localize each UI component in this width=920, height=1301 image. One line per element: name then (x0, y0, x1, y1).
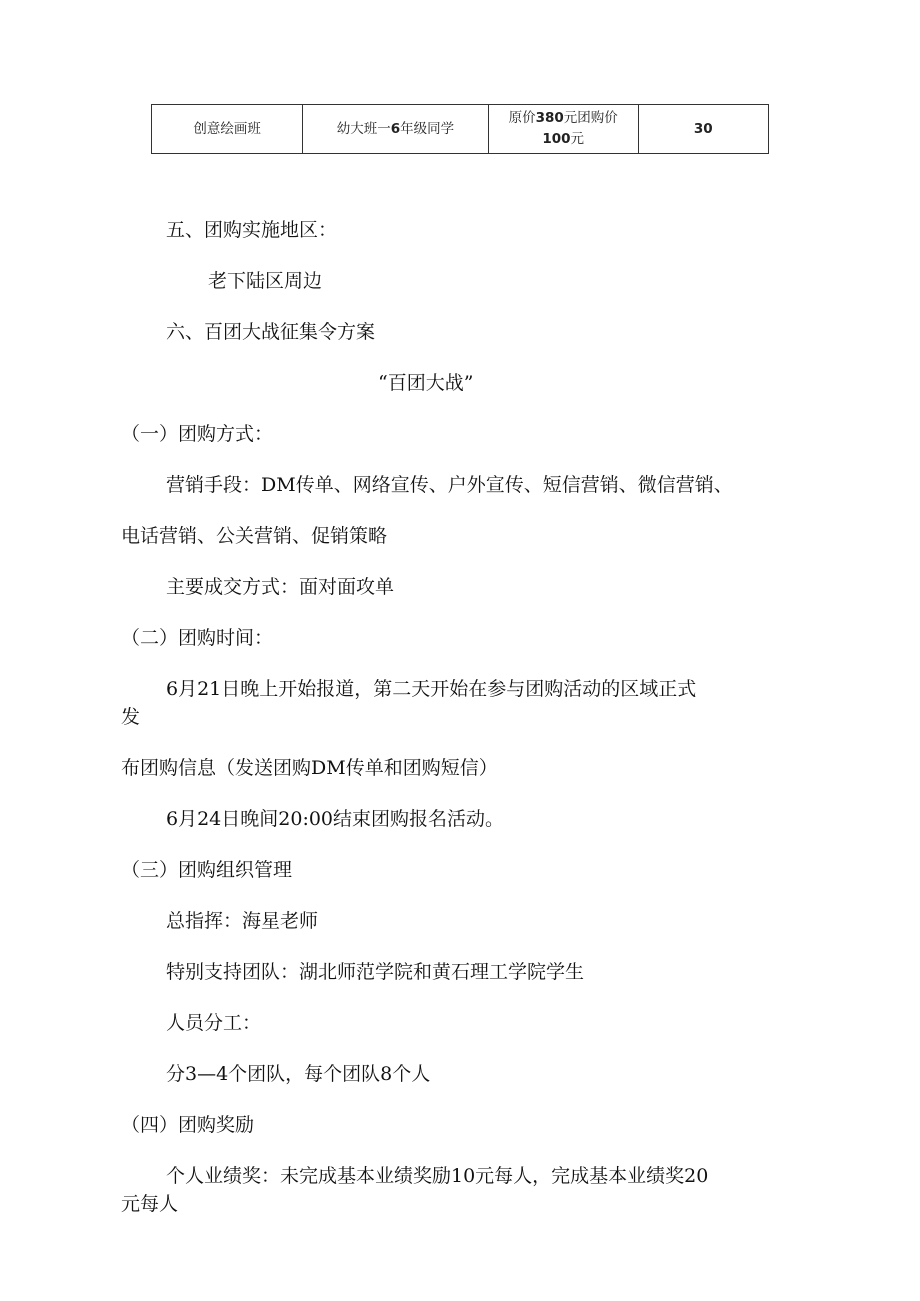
count-cell: 30 (638, 105, 768, 154)
subheading-organization: （三）团购组织管理 (121, 859, 293, 881)
subheading-rewards: （四）团购奖励 (121, 1114, 255, 1136)
marketing-means-text: 营销手段：DM传单、网络宣传、户外宣传、短信营销、微信营销、 (166, 474, 733, 496)
deal-method-text: 主要成交方式：面对面攻单 (166, 576, 395, 598)
subheading-method: （一）团购方式： (121, 423, 274, 445)
subheading-time: （二）团购时间： (121, 627, 274, 649)
time-text-2: 6月24日晚间20:00结束团购报名活动。 (166, 808, 505, 830)
reward-text: 个人业绩奖：未完成基本业绩奖励10元每人，完成基本业绩奖20 (166, 1165, 709, 1187)
commander-text: 总指挥：海星老师 (166, 910, 319, 932)
area-text: 老下陆区周边 (208, 270, 323, 292)
time-text-1-cont: 布团购信息（发送团购DM传单和团购短信） (121, 757, 498, 779)
course-name-cell: 创意绘画班 (152, 105, 303, 154)
price-cell: 原价380元团购价 100元 (488, 105, 638, 154)
division-heading: 人员分工： (166, 1012, 262, 1034)
time-text-1-wrap: 发 (121, 706, 141, 728)
section-heading-plan: 六、百团大战征集令方案 (166, 321, 376, 343)
section-heading-area: 五、团购实施地区： (166, 219, 338, 241)
plan-title: “百团大战” (378, 372, 474, 394)
marketing-means-text-cont: 电话营销、公关营销、促销策略 (121, 525, 388, 547)
time-text-1: 6月21日晚上开始报道，第二天开始在参与团购活动的区域正式 (166, 678, 697, 700)
audience-cell: 幼大班一6年级同学 (303, 105, 489, 154)
reward-text-wrap: 元每人 (121, 1193, 179, 1215)
support-team-text: 特别支持团队：湖北师范学院和黄石理工学院学生 (166, 961, 585, 983)
table-row (152, 105, 769, 154)
division-text: 分3—4个团队，每个团队8个人 (166, 1063, 431, 1085)
course-table (151, 104, 769, 154)
